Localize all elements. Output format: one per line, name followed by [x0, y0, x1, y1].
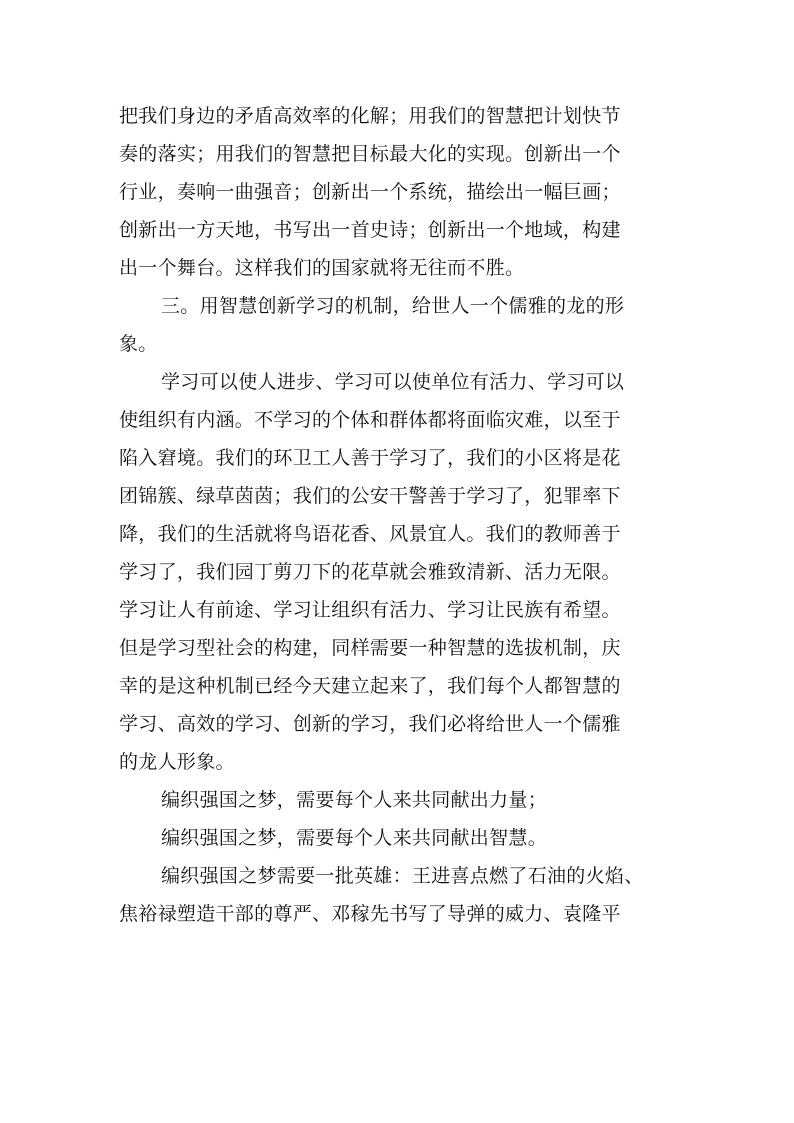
text-line: 学习了，我们园丁剪刀下的花草就会雅致清新、活力无限。 [119, 561, 621, 583]
text-line: 幸的是这种机制已经今天建立起来了，我们每个人都智慧的 [119, 675, 621, 697]
text-line: 但是学习型社会的构建，同样需要一种智慧的选拔机制，庆 [119, 637, 621, 659]
text-line: 行业，奏响一曲强音；创新出一个系统，描绘出一幅巨画； [119, 181, 621, 203]
section-heading-line: 三。用智慧创新学习的机制，给世人一个儒雅的龙的形 [161, 295, 625, 317]
text-line: 使组织有内涵。不学习的个体和群体都将面临灾难，以至于 [119, 409, 621, 431]
section-heading-line: 象。 [119, 333, 158, 355]
text-line: 学习可以使人进步、学习可以使单位有活力、学习可以 [161, 371, 625, 393]
text-line: 编织强国之梦，需要每个人来共同献出力量； [161, 789, 548, 811]
text-line: 焦裕禄塑造干部的尊严、邓稼先书写了导弹的威力、袁隆平 [119, 903, 621, 925]
text-line: 出一个舞台。这样我们的国家就将无往而不胜。 [119, 257, 525, 279]
text-line: 奏的落实；用我们的智慧把目标最大化的实现。创新出一个 [119, 143, 621, 165]
text-line: 把我们身边的矛盾高效率的化解；用我们的智慧把计划快节 [119, 105, 621, 127]
text-line: 编织强国之梦，需要每个人来共同献出智慧。 [161, 827, 548, 849]
text-line: 降，我们的生活就将鸟语花香、风景宜人。我们的教师善于 [119, 523, 621, 545]
text-line: 团锦簇、绿草茵茵；我们的公安干警善于学习了，犯罪率下 [119, 485, 621, 507]
text-line: 学习、高效的学习、创新的学习，我们必将给世人一个儒雅 [119, 713, 621, 735]
text-line: 学习让人有前途、学习让组织有活力、学习让民族有希望。 [119, 599, 621, 621]
text-line: 的龙人形象。 [119, 751, 235, 773]
document-body [119, 97, 679, 933]
text-line: 创新出一方天地，书写出一首史诗；创新出一个地域，构建 [119, 219, 621, 241]
text-line: 陷入窘境。我们的环卫工人善于学习了，我们的小区将是花 [119, 447, 621, 469]
text-line: 编织强国之梦需要一批英雄：王进喜点燃了石油的火焰、 [161, 865, 644, 887]
